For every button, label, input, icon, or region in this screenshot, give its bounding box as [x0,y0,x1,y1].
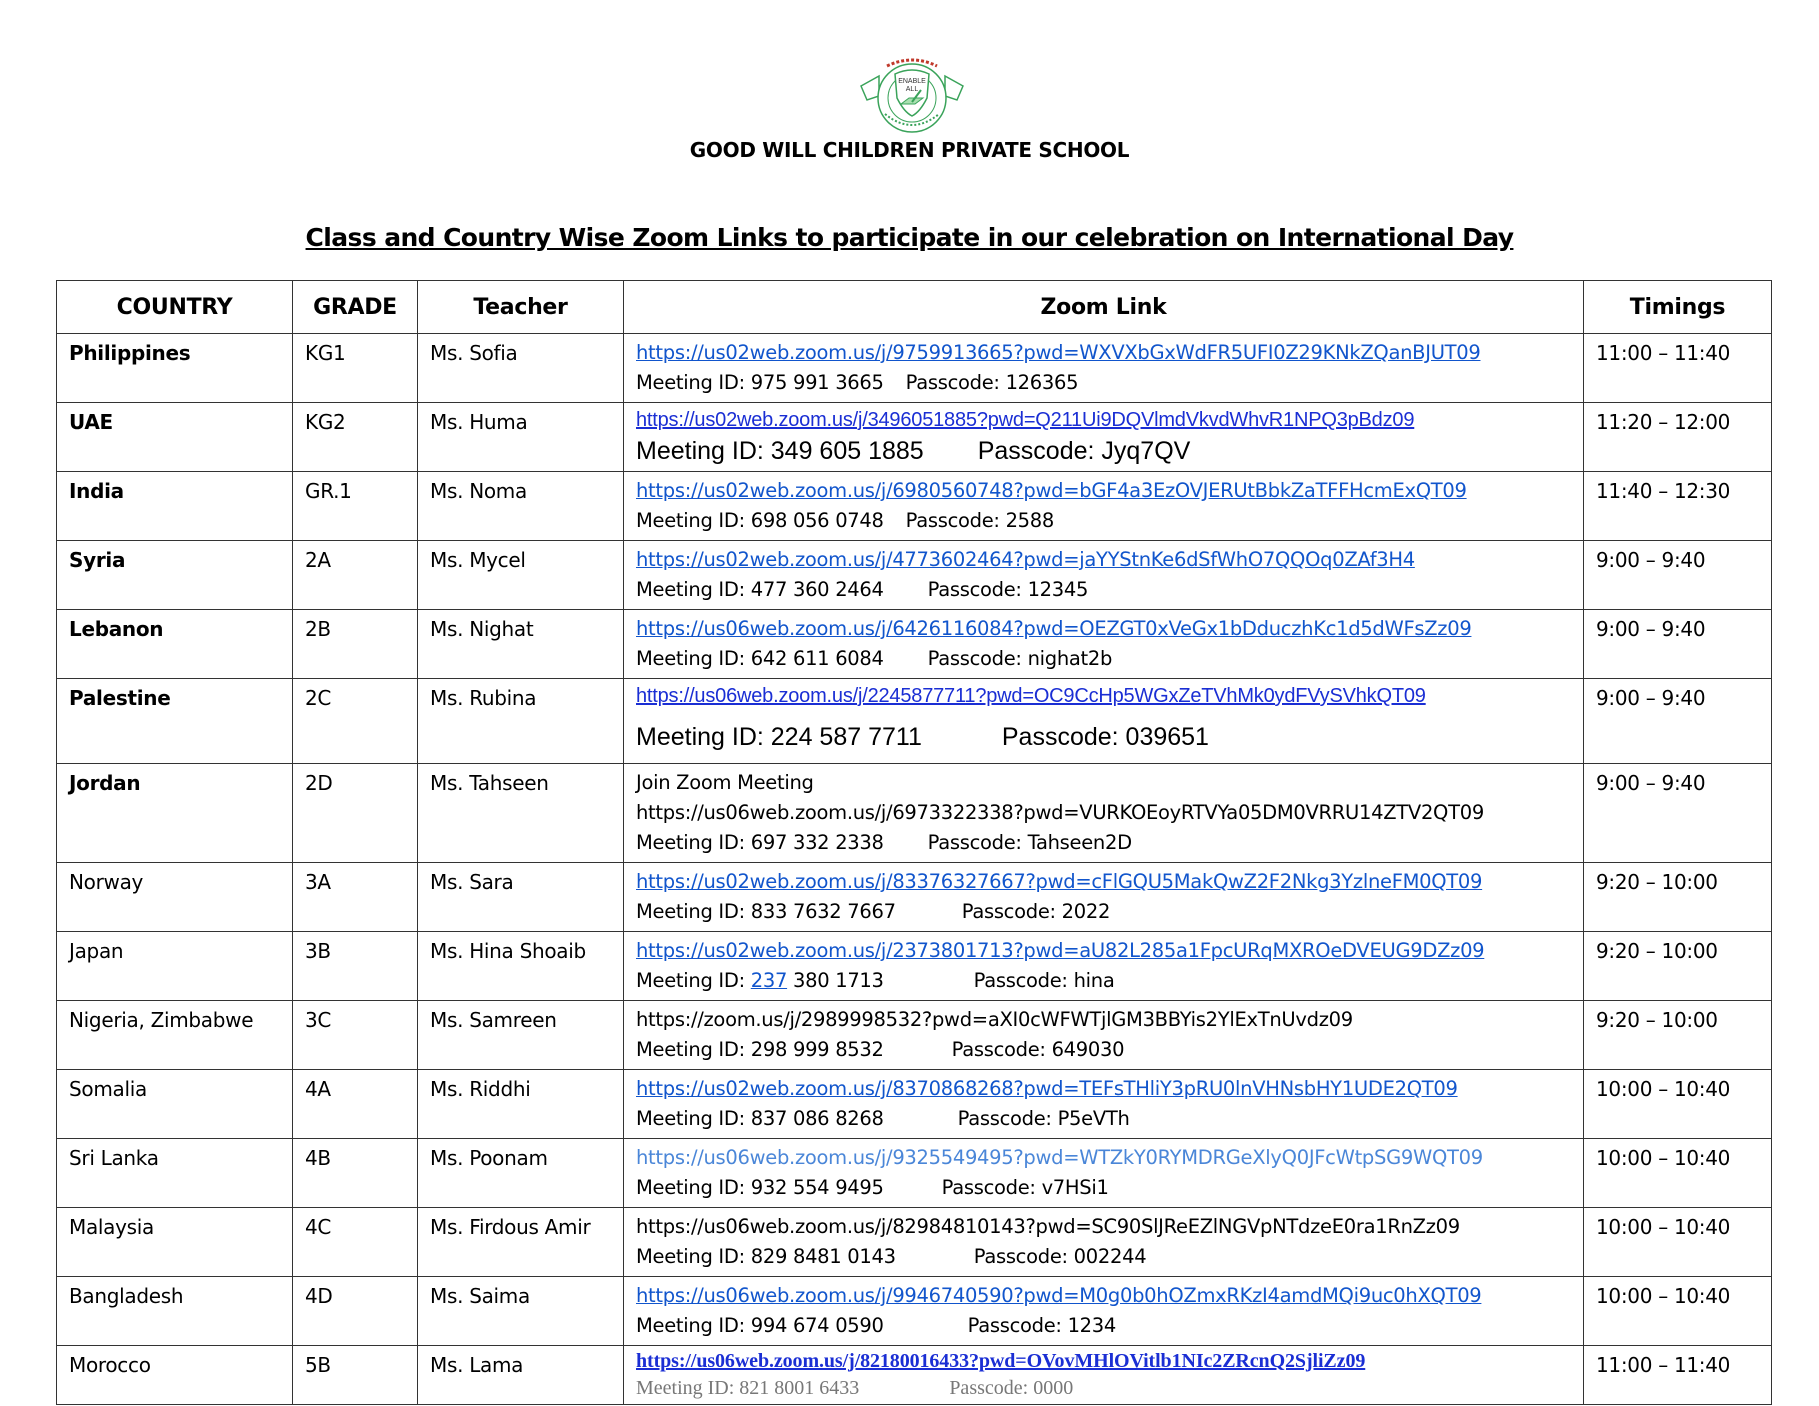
timing-cell: 10:00 – 10:40 [1584,1208,1772,1277]
passcode: Passcode: Jyq7QV [977,437,1191,465]
teacher-cell: Ms. Sara [418,863,624,932]
table-row [57,403,1772,472]
zoom-link-cell [624,1277,1584,1346]
timing-cell: 10:00 – 10:40 [1584,1139,1772,1208]
join-zoom-meeting-label: Join Zoom Meeting [636,771,814,794]
zoom-meeting-url-text[interactable]: https://zoom.us/j/2989998532?pwd=aXI0cWFWTjlGM3BBYis2YlExTnUvdz09 [636,1008,1353,1031]
meeting-details [636,828,1571,858]
zoom-meeting-link[interactable]: https://us06web.zoom.us/j/82180016433?pwd=OVovMHlOVitlb1NIc2ZRcnQ2SjliZz09 [636,1350,1366,1372]
teacher-cell: Ms. Hina Shoaib [418,932,624,1001]
zoom-links-table [56,280,1772,1405]
school-logo [857,52,967,138]
table-row [57,610,1772,679]
timing-cell: 9:00 – 9:40 [1584,541,1772,610]
passcode: Passcode: 039651 [1001,723,1209,751]
country-cell: Malaysia [57,1208,293,1277]
table-row [57,1277,1772,1346]
grade-cell: 4D [293,1277,418,1346]
zoom-link-cell [624,334,1584,403]
column-header-zoom-link: Zoom Link [624,281,1584,334]
meeting-id: Meeting ID: 975 991 3665 [636,371,884,394]
teacher-cell: Ms. Lama [418,1346,624,1405]
grade-cell: 4A [293,1070,418,1139]
passcode: Passcode: 0000 [949,1377,1074,1399]
meeting-id: Meeting ID: 932 554 9495 [636,1176,884,1199]
country-cell: Sri Lanka [57,1139,293,1208]
teacher-cell: Ms. Tahseen [418,764,624,863]
table-row [57,1346,1772,1405]
grade-cell: 3B [293,932,418,1001]
grade-cell: 4B [293,1139,418,1208]
meeting-details [636,435,1571,467]
timing-cell: 11:40 – 12:30 [1584,472,1772,541]
passcode: Passcode: 649030 [951,1038,1125,1061]
grade-cell: 3A [293,863,418,932]
meeting-details [636,897,1571,927]
zoom-link-cell [624,472,1584,541]
meeting-details [636,506,1571,536]
table-header-row [57,281,1772,334]
zoom-meeting-link[interactable]: https://us02web.zoom.us/j/2373801713?pwd=aU82L285a1FpcURqMXROeDVEUG9DZz09 [636,939,1485,962]
meeting-id-link[interactable]: 237 [750,969,788,992]
passcode: Passcode: P5eVTh [957,1107,1130,1130]
table-row [57,334,1772,403]
svg-text:ALL: ALL [905,86,919,93]
table-row [57,1070,1772,1139]
table-row [57,472,1772,541]
column-header-timings: Timings [1584,281,1772,334]
meeting-id: Meeting ID: 698 056 0748 [636,509,884,532]
meeting-id-rest: 380 1713 [787,969,884,992]
meeting-details [636,721,1571,753]
country-cell: UAE [57,403,293,472]
teacher-cell: Ms. Rubina [418,679,624,764]
zoom-meeting-link[interactable]: https://us02web.zoom.us/j/83376327667?pwd=cFlGQU5MakQwZ2F2Nkg3YzlneFM0QT09 [636,870,1483,893]
zoom-link-cell [624,679,1584,764]
grade-cell: 2D [293,764,418,863]
meeting-id: Meeting ID: 697 332 2338 [636,831,884,854]
meeting-id: Meeting ID: 837 086 8268 [636,1107,884,1130]
meeting-details [636,1376,1571,1400]
timing-cell: 10:00 – 10:40 [1584,1070,1772,1139]
passcode: Passcode: 2022 [961,900,1111,923]
zoom-meeting-link[interactable]: https://us02web.zoom.us/j/4773602464?pwd=jaYYStnKe6dSfWhO7QQOq0ZAf3H4 [636,548,1415,571]
timing-cell: 11:20 – 12:00 [1584,403,1772,472]
table-row [57,1001,1772,1070]
teacher-cell: Ms. Poonam [418,1139,624,1208]
zoom-link-cell [624,1208,1584,1277]
table-row [57,764,1772,863]
timing-cell: 9:00 – 9:40 [1584,610,1772,679]
zoom-link-cell [624,1070,1584,1139]
zoom-link-cell [624,1346,1584,1405]
country-cell: Palestine [57,679,293,764]
meeting-id: Meeting ID: 224 587 7711 [636,723,922,751]
zoom-link-cell [624,932,1584,1001]
zoom-meeting-url-text[interactable]: https://us06web.zoom.us/j/6973322338?pwd=VURKOEoyRTVYa05DM0VRRU14ZTV2QT09 [636,801,1484,824]
timing-cell: 10:00 – 10:40 [1584,1277,1772,1346]
timing-cell: 9:20 – 10:00 [1584,863,1772,932]
meeting-id: Meeting ID: 298 999 8532 [636,1038,884,1061]
zoom-meeting-link[interactable]: https://us06web.zoom.us/j/2245877711?pwd=OC9CcHp5WGxZeTVhMk0ydFVySVhkQT09 [636,685,1426,707]
grade-cell: KG1 [293,334,418,403]
passcode: Passcode: 1234 [967,1314,1116,1337]
country-cell: Syria [57,541,293,610]
meeting-details [636,1173,1571,1203]
country-cell: Japan [57,932,293,1001]
table-row [57,1139,1772,1208]
meeting-details [636,1242,1571,1272]
zoom-meeting-url-text[interactable]: https://us06web.zoom.us/j/82984810143?pwd=SC90SlJReEZlNGVpNTdzeE0ra1RnZz09 [636,1215,1460,1238]
meeting-id: Meeting ID: 829 8481 0143 [636,1245,896,1268]
zoom-link-cell [624,403,1584,472]
timing-cell: 9:00 – 9:40 [1584,764,1772,863]
teacher-cell: Ms. Mycel [418,541,624,610]
meeting-details [636,966,1571,996]
teacher-cell: Ms. Nighat [418,610,624,679]
country-cell: Lebanon [57,610,293,679]
country-cell: Norway [57,863,293,932]
country-cell: Bangladesh [57,1277,293,1346]
meeting-details [636,368,1571,398]
zoom-link-cell [624,1001,1584,1070]
school-crest-icon [857,52,967,138]
school-name: GOOD WILL CHILDREN PRIVATE SCHOOL [689,138,1130,162]
svg-text:ENABLE: ENABLE [898,78,926,85]
grade-cell: 5B [293,1346,418,1405]
grade-cell: GR.1 [293,472,418,541]
passcode: Passcode: nighat2b [927,647,1113,670]
teacher-cell: Ms. Sofia [418,334,624,403]
column-header-teacher: Teacher [418,281,624,334]
zoom-meeting-link[interactable]: https://us02web.zoom.us/j/8370868268?pwd=TEFsTHliY3pRU0lnVHNsbHY1UDE2QT09 [636,1077,1458,1100]
meeting-details [636,575,1571,605]
passcode: Passcode: 12345 [927,578,1089,601]
timing-cell: 9:20 – 10:00 [1584,1001,1772,1070]
timing-cell: 9:20 – 10:00 [1584,932,1772,1001]
passcode: Passcode: Tahseen2D [927,831,1132,854]
passcode: Passcode: 002244 [973,1245,1147,1268]
grade-cell: KG2 [293,403,418,472]
country-cell: Morocco [57,1346,293,1405]
zoom-meeting-link[interactable]: https://us02web.zoom.us/j/3496051885?pwd=Q211Ui9DQVlmdVkvdWhvR1NPQ3pBdz09 [636,409,1415,431]
zoom-meeting-link[interactable]: https://us06web.zoom.us/j/6426116084?pwd=OEZGT0xVeGx1bDduczhKc1d5dWFsZz09 [636,617,1472,640]
grade-cell: 4C [293,1208,418,1277]
zoom-meeting-link[interactable]: https://us06web.zoom.us/j/9325549495?pwd=WTZkY0RYMDRGeXlyQ0JFcWtpSG9WQT09 [636,1146,1483,1169]
zoom-link-cell [624,610,1584,679]
passcode: Passcode: hina [973,969,1115,992]
table-row [57,679,1772,764]
table-row [57,863,1772,932]
country-cell: Nigeria, Zimbabwe [57,1001,293,1070]
grade-cell: 2A [293,541,418,610]
timing-cell: 11:00 – 11:40 [1584,334,1772,403]
zoom-meeting-link[interactable]: https://us02web.zoom.us/j/9759913665?pwd=WXVXbGxWdFR5UFI0Z29KNkZQanBJUT09 [636,341,1481,364]
document-title: Class and Country Wise Zoom Links to participate in our celebration on International Day [305,223,1514,252]
grade-cell: 3C [293,1001,418,1070]
zoom-link-cell [624,764,1584,863]
meeting-id: Meeting ID: 994 674 0590 [636,1314,884,1337]
passcode: Passcode: 2588 [905,509,1054,532]
grade-cell: 2B [293,610,418,679]
zoom-link-cell [624,863,1584,932]
meeting-details [636,1035,1571,1065]
teacher-cell: Ms. Saima [418,1277,624,1346]
grade-cell: 2C [293,679,418,764]
meeting-id: Meeting ID: 821 8001 6433 [636,1377,860,1399]
table-row [57,1208,1772,1277]
teacher-cell: Ms. Riddhi [418,1070,624,1139]
country-cell: Somalia [57,1070,293,1139]
zoom-link-cell [624,541,1584,610]
meeting-id: Meeting ID: 349 605 1885 [636,437,924,465]
passcode: Passcode: 126365 [905,371,1079,394]
timing-cell: 9:00 – 9:40 [1584,679,1772,764]
meeting-details [636,644,1571,674]
country-cell: India [57,472,293,541]
table-row [57,541,1772,610]
meeting-id: Meeting ID: 642 611 6084 [636,647,884,670]
zoom-link-cell [624,1139,1584,1208]
zoom-meeting-link[interactable]: https://us06web.zoom.us/j/9946740590?pwd=M0g0b0hOZmxRKzI4amdMQi9uc0hXQT09 [636,1284,1482,1307]
meeting-id-prefix: Meeting ID: [636,969,751,992]
zoom-meeting-link[interactable]: https://us02web.zoom.us/j/6980560748?pwd=bGF4a3EzOVJERUtBbkZaTFFHcmExQT09 [636,479,1467,502]
teacher-cell: Ms. Huma [418,403,624,472]
meeting-id: Meeting ID: 833 7632 7667 [636,900,896,923]
meeting-details [636,1311,1571,1341]
teacher-cell: Ms. Samreen [418,1001,624,1070]
meeting-id: Meeting ID: 477 360 2464 [636,578,884,601]
table-row [57,932,1772,1001]
timing-cell: 11:00 – 11:40 [1584,1346,1772,1405]
column-header-country: COUNTRY [57,281,293,334]
teacher-cell: Ms. Noma [418,472,624,541]
meeting-details [636,1104,1571,1134]
teacher-cell: Ms. Firdous Amir [418,1208,624,1277]
country-cell: Jordan [57,764,293,863]
column-header-grade: GRADE [293,281,418,334]
passcode: Passcode: v7HSi1 [941,1176,1109,1199]
country-cell: Philippines [57,334,293,403]
